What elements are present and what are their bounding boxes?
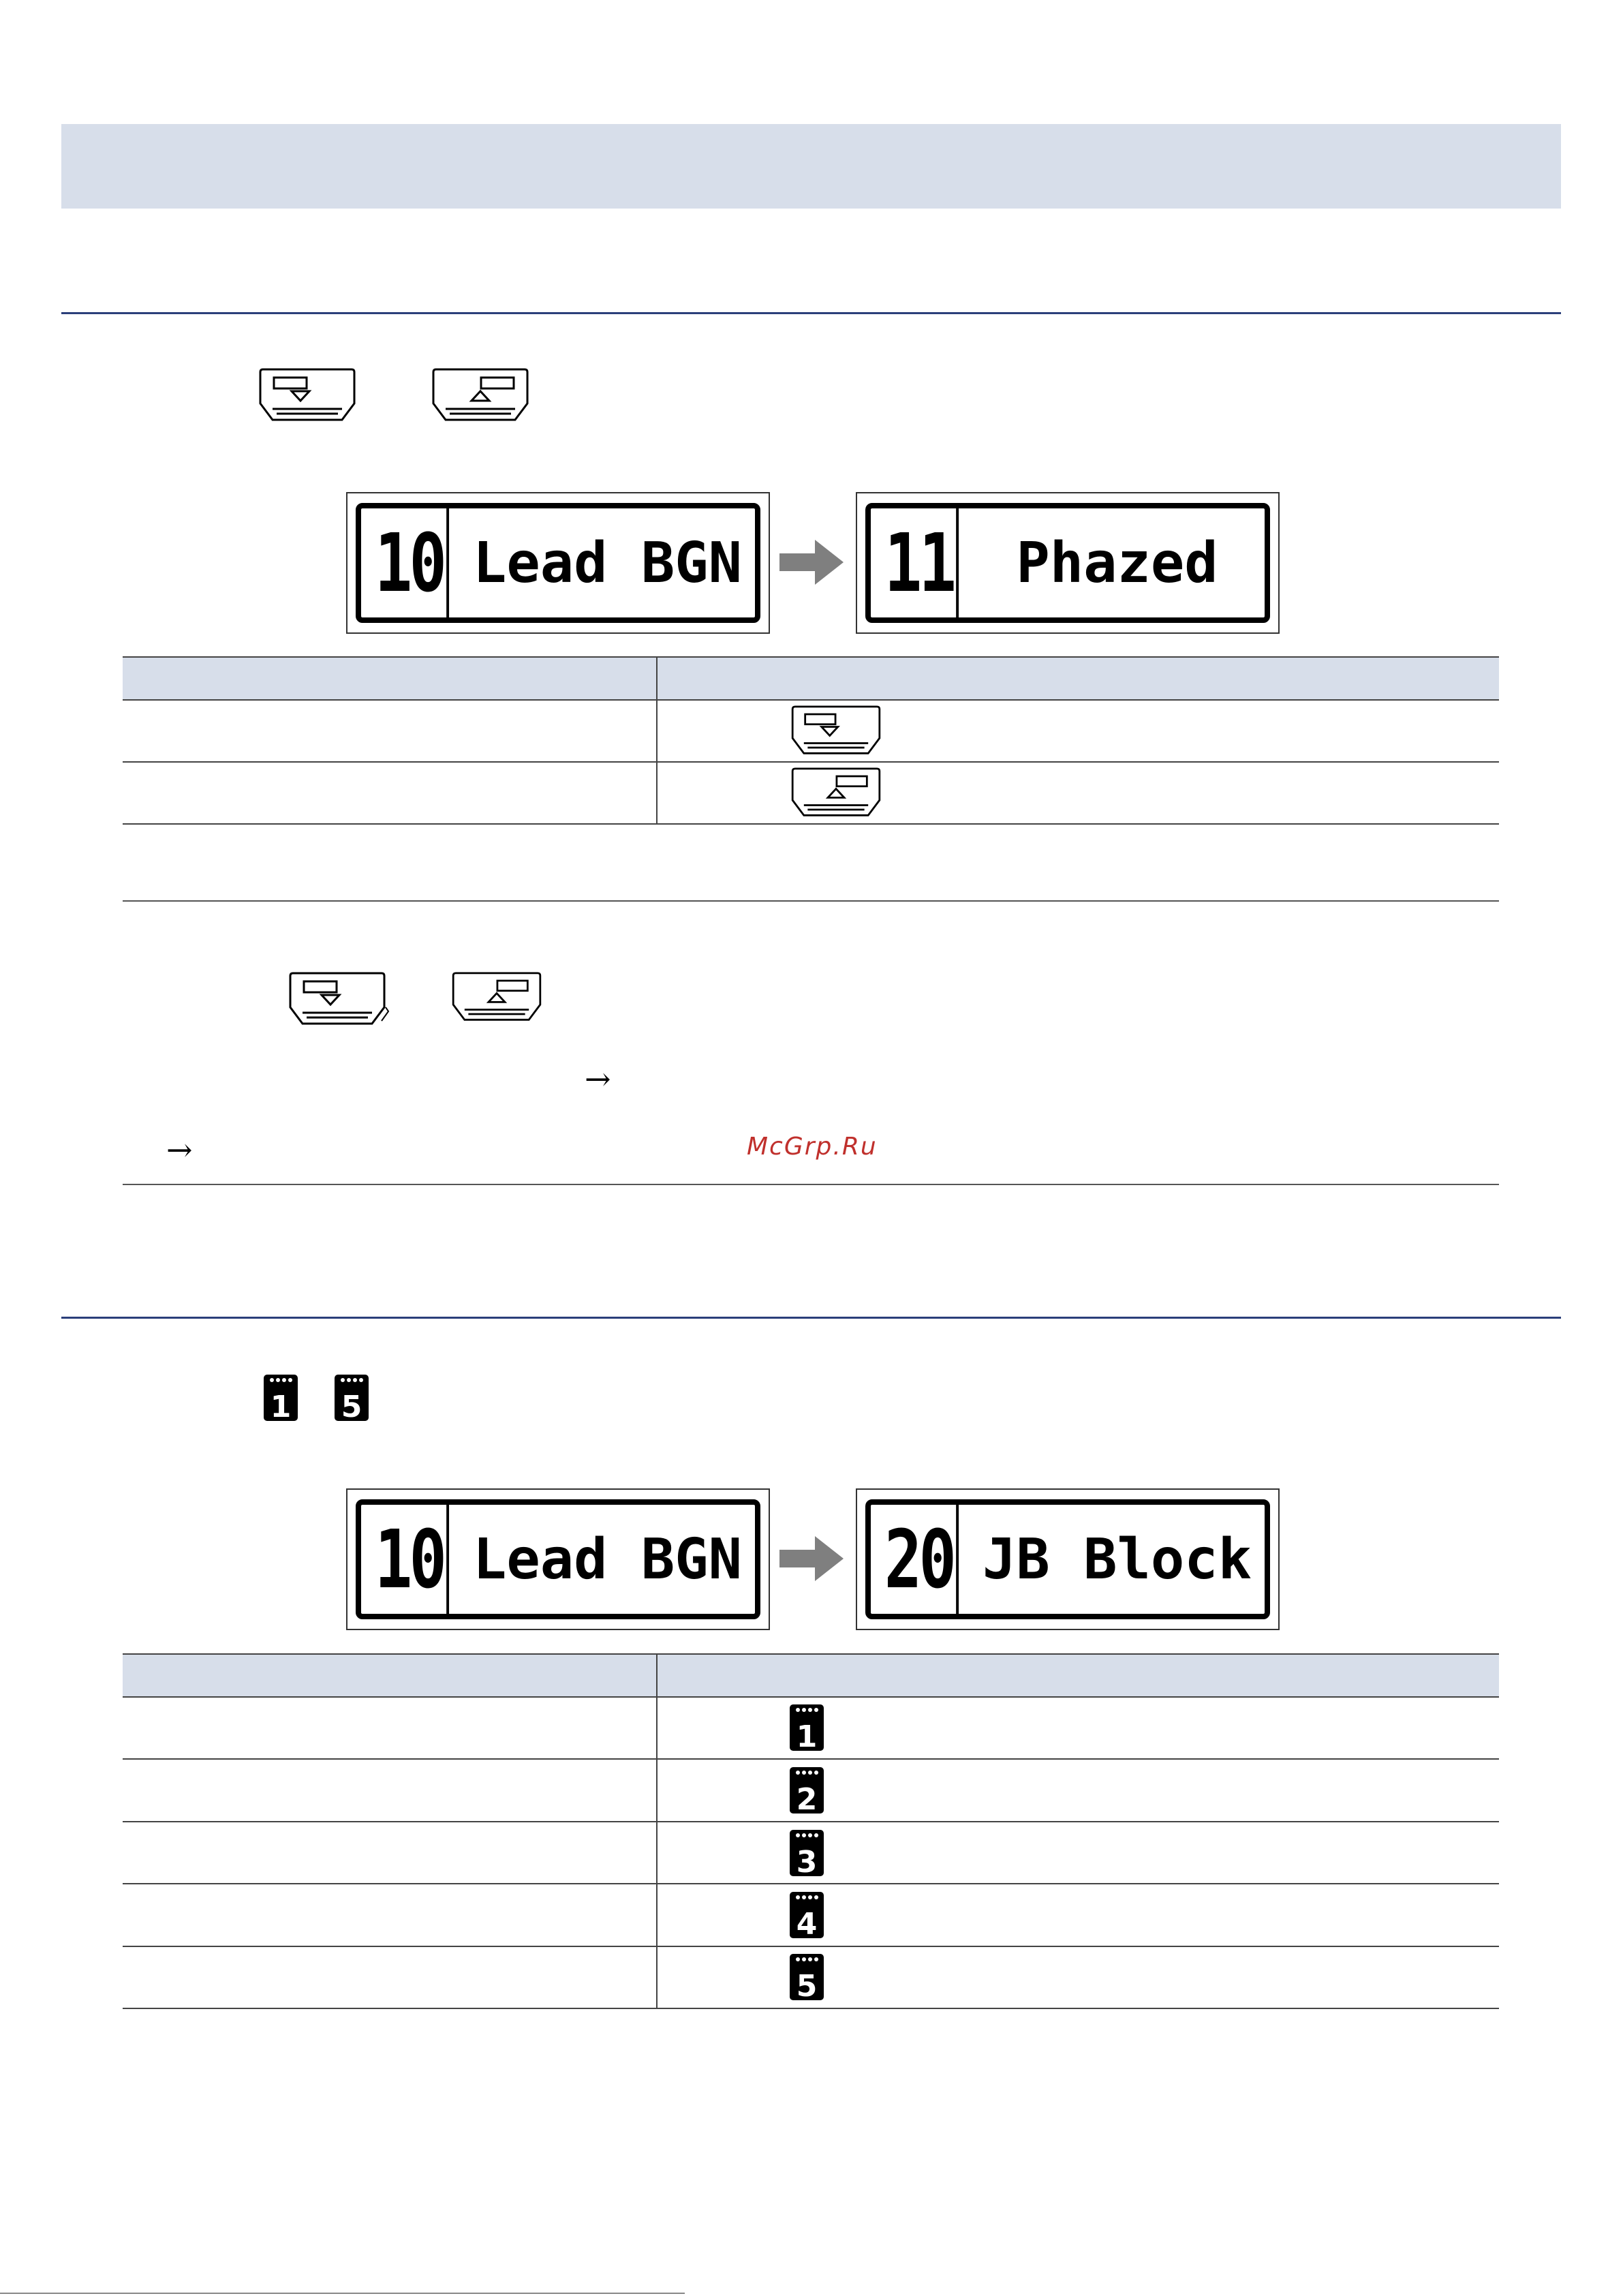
footswitch-number: 5 bbox=[796, 1969, 818, 2001]
arrow-right-icon bbox=[779, 538, 845, 586]
note-top-rule bbox=[123, 900, 1499, 902]
patch-number: 10 bbox=[372, 1505, 449, 1614]
bank-down-pedal-icon bbox=[790, 705, 882, 759]
table-1-bottom-rule bbox=[123, 823, 1499, 825]
footswitch-number: 1 bbox=[270, 1390, 292, 1422]
table-row-divider bbox=[123, 1696, 1499, 1698]
table-2-bottom-rule bbox=[123, 2008, 1499, 2009]
section-header-band bbox=[61, 124, 1561, 209]
lcd-display-after bbox=[856, 492, 1280, 634]
footswitch-icon bbox=[789, 1704, 824, 1755]
footswitch-icon bbox=[334, 1374, 369, 1425]
footswitch-icon bbox=[789, 1953, 824, 2004]
footswitch-number: 2 bbox=[796, 1782, 818, 1814]
bank-down-pedal-icon bbox=[259, 368, 356, 426]
footswitch-icon bbox=[789, 1766, 824, 1818]
footswitch-number: 1 bbox=[796, 1719, 818, 1751]
patch-name: Lead BGN bbox=[473, 530, 742, 596]
footswitch-icon bbox=[789, 1891, 824, 1942]
table-2-header bbox=[123, 1654, 1499, 1696]
table-1-header bbox=[123, 657, 1499, 699]
table-row-divider bbox=[123, 1821, 1499, 1822]
table-row-divider bbox=[123, 699, 1499, 701]
arrow-right-icon bbox=[779, 1535, 845, 1582]
table-1-column-divider bbox=[656, 656, 658, 825]
table-2-top-rule bbox=[123, 1653, 1499, 1655]
table-2-column-divider bbox=[656, 1653, 658, 2009]
section-2-rule bbox=[61, 1317, 1561, 1319]
patch-number: 10 bbox=[372, 508, 449, 617]
patch-number: 11 bbox=[882, 508, 959, 617]
bank-down-pedal-icon bbox=[289, 972, 390, 1030]
arrow-symbol: → bbox=[585, 1060, 611, 1097]
footswitch-icon bbox=[789, 1829, 824, 1880]
table-row-divider bbox=[123, 761, 1499, 763]
lcd-display-before bbox=[346, 1488, 770, 1630]
patch-name: Lead BGN bbox=[473, 1527, 742, 1592]
table-row-divider bbox=[123, 1946, 1499, 1947]
footswitch-number: 5 bbox=[341, 1390, 362, 1422]
arrow-symbol: → bbox=[166, 1131, 193, 1168]
footer-rule bbox=[0, 2293, 685, 2294]
lcd-display-after bbox=[856, 1488, 1280, 1630]
table-1-top-rule bbox=[123, 656, 1499, 658]
watermark[interactable]: McGrp.Ru bbox=[747, 1133, 878, 1161]
table-row-divider bbox=[123, 1758, 1499, 1760]
footswitch-number: 4 bbox=[796, 1907, 818, 1939]
footswitch-icon bbox=[263, 1374, 298, 1425]
patch-name: Phazed bbox=[1016, 530, 1218, 596]
patch-number: 20 bbox=[882, 1505, 959, 1614]
bank-up-pedal-icon bbox=[790, 767, 882, 821]
section-1-rule bbox=[61, 312, 1561, 314]
note-bottom-rule bbox=[123, 1184, 1499, 1185]
footswitch-number: 3 bbox=[796, 1845, 818, 1877]
bank-up-pedal-icon bbox=[432, 368, 529, 426]
lcd-display-before bbox=[346, 492, 770, 634]
bank-up-pedal-icon bbox=[451, 972, 542, 1026]
table-row-divider bbox=[123, 1883, 1499, 1884]
patch-name: JB Block bbox=[983, 1527, 1252, 1592]
